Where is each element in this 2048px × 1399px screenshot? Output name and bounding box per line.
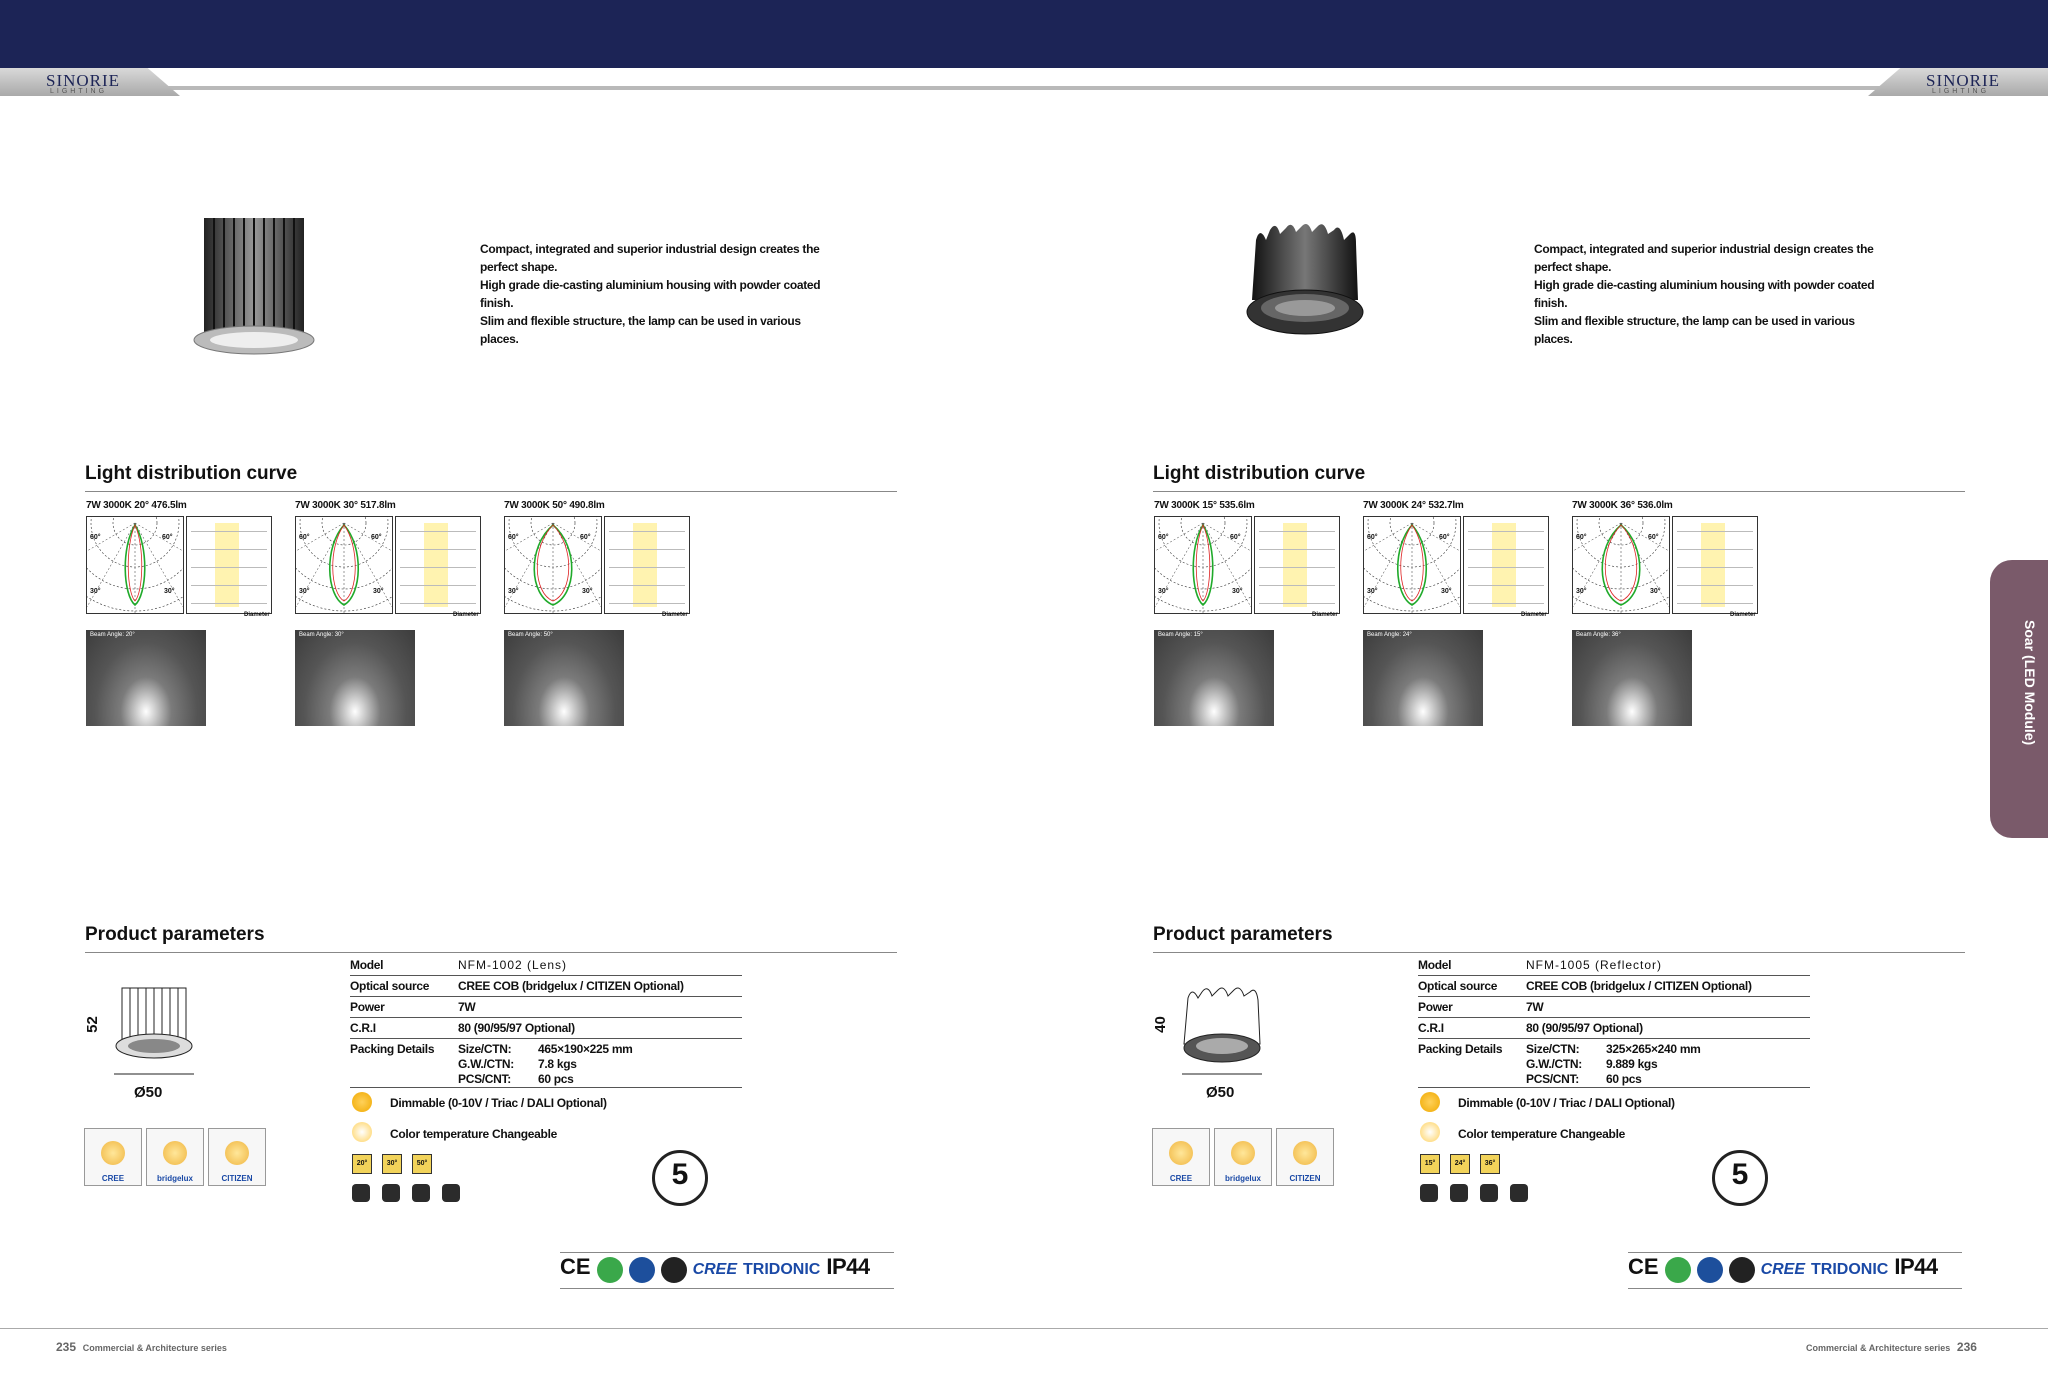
- ip-rating: IP44: [1894, 1254, 1938, 1279]
- product-image-reflector: [1240, 220, 1370, 350]
- polar-angle-label: 60°: [1367, 534, 1378, 541]
- chip-brand-label: bridgelux: [156, 1174, 193, 1183]
- packing-value: 9.889 kgs: [1606, 1057, 1658, 1071]
- tridonic-logo: TRIDONIC: [1811, 1261, 1889, 1278]
- dimension-drawing-right: [1180, 984, 1264, 1076]
- safety-icon: [661, 1257, 687, 1283]
- chip-brand-label: CITIZEN: [1289, 1174, 1321, 1183]
- led-chip-bridgelux: [1214, 1128, 1272, 1186]
- packing-value: 465×190×225 mm: [538, 1042, 633, 1056]
- beam-render: [504, 630, 624, 726]
- dimmable-text: Dimmable (0-10V / Triac / DALI Optional): [390, 1096, 607, 1110]
- polar-angle-label: 60°: [90, 534, 101, 541]
- param-row-rule: [1418, 1087, 1810, 1088]
- param-row-rule: [1418, 975, 1810, 976]
- param-value: 80 (90/95/97 Optional): [1526, 1021, 1643, 1035]
- dimension-diameter-right: Ø50: [1206, 1084, 1235, 1101]
- beam-render: [1154, 630, 1274, 726]
- chip-die: [1293, 1141, 1317, 1165]
- polar-diagram: [86, 516, 184, 614]
- polar-angle-label: 30°: [1158, 588, 1169, 595]
- beam-render-caption: Beam Angle: 50°: [508, 632, 553, 638]
- chip-brand-label: CREE: [1169, 1174, 1193, 1183]
- illuminance-table: [1254, 516, 1340, 614]
- curve-label: 7W 3000K 36° 536.0lm: [1572, 500, 1673, 511]
- led-chip-citizen: [208, 1128, 266, 1186]
- param-key: Optical source: [350, 979, 430, 993]
- polar-diagram: [504, 516, 602, 614]
- series-right: Commercial & Architecture series: [1806, 1343, 1951, 1353]
- polar-angle-label: 30°: [1650, 588, 1661, 595]
- beam-angle-icon: 15°: [1420, 1154, 1440, 1174]
- color-temperature-icon: [412, 1184, 430, 1202]
- polar-angle-label: 30°: [90, 588, 101, 595]
- polar-angle-label: 60°: [1576, 534, 1587, 541]
- illuminance-table: [1672, 516, 1758, 614]
- polar-diagram: [1572, 516, 1670, 614]
- curve-label: 7W 3000K 15° 535.6lm: [1154, 500, 1255, 511]
- param-value: 7W: [458, 1000, 476, 1014]
- polar-diagram: [295, 516, 393, 614]
- chip-die: [101, 1141, 125, 1165]
- param-key: Model: [350, 958, 384, 972]
- beam-render-caption: Beam Angle: 20°: [90, 632, 135, 638]
- header-band: [0, 0, 2048, 68]
- safety-icon: [1729, 1257, 1755, 1283]
- dimension-height-right: 40: [1151, 1016, 1169, 1033]
- dimension-drawing-left: [112, 984, 196, 1076]
- param-row-rule: [1418, 1017, 1810, 1018]
- param-row-rule: [350, 975, 742, 976]
- polar-angle-label: 60°: [1439, 534, 1450, 541]
- dimension-diameter-left: Ø50: [134, 1084, 163, 1101]
- beam-render-caption: Beam Angle: 36°: [1576, 632, 1621, 638]
- beam-render-caption: Beam Angle: 15°: [1158, 632, 1203, 638]
- diameter-label: Diameter: [1730, 612, 1756, 618]
- logo-left: SINORIE: [46, 71, 121, 90]
- polar-angle-label: 60°: [580, 534, 591, 541]
- polar-angle-label: 60°: [508, 534, 519, 541]
- led-chip-cree: [84, 1128, 142, 1186]
- polar-angle-label: 60°: [1230, 534, 1241, 541]
- param-value: CREE COB (bridgelux / CITIZEN Optional): [1526, 979, 1752, 993]
- cert-rule: [560, 1288, 894, 1289]
- packing-value: 60 pcs: [538, 1072, 574, 1086]
- beam-angle-icon: 50°: [412, 1154, 432, 1174]
- polar-angle-label: 30°: [1441, 588, 1452, 595]
- color-temperature-icon: [382, 1184, 400, 1202]
- beam-render: [295, 630, 415, 726]
- page-title-left: Soar (LED Module): [772, 68, 881, 85]
- footer-left: [56, 1340, 227, 1354]
- cree-logo: CREE: [692, 1261, 738, 1278]
- ce-mark-icon: CE: [560, 1254, 591, 1279]
- diameter-label: Diameter: [662, 612, 688, 618]
- param-row-rule: [350, 996, 742, 997]
- chip-die: [1231, 1141, 1255, 1165]
- param-value: NFM-1002 (Lens): [458, 958, 568, 972]
- series-left: Commercial & Architecture series: [82, 1343, 227, 1353]
- cert-rule: [560, 1252, 894, 1253]
- logo-sub-left: LIGHTING: [50, 88, 108, 95]
- color-temperature-icon: [1480, 1184, 1498, 1202]
- chip-brand-label: bridgelux: [1224, 1174, 1261, 1183]
- packing-value: 325×265×240 mm: [1606, 1042, 1701, 1056]
- color-temperature-icon: [352, 1184, 370, 1202]
- dimmable-icon: [1420, 1092, 1440, 1112]
- chip-die: [225, 1141, 249, 1165]
- led-chip-bridgelux: [146, 1128, 204, 1186]
- polar-angle-label: 30°: [1576, 588, 1587, 595]
- param-value: CREE COB (bridgelux / CITIZEN Optional): [458, 979, 684, 993]
- cct-icon: [1420, 1122, 1440, 1142]
- packing-key: PCS/CNT:: [1526, 1072, 1579, 1086]
- chip-brand-label: CREE: [101, 1174, 125, 1183]
- polar-angle-label: 60°: [299, 534, 310, 541]
- warranty-badge-icon: 5: [1712, 1150, 1768, 1206]
- polar-angle-label: 30°: [1367, 588, 1378, 595]
- beam-angle-icon: 24°: [1450, 1154, 1470, 1174]
- beam-angle-icon: 36°: [1480, 1154, 1500, 1174]
- diameter-label: Diameter: [244, 612, 270, 618]
- page-number-right: 236: [1956, 1340, 1977, 1354]
- illuminance-table: [395, 516, 481, 614]
- saa-icon: [629, 1257, 655, 1283]
- section-rule: [85, 952, 897, 953]
- cert-rule: [1628, 1288, 1962, 1289]
- page-number-left: 235: [56, 1340, 77, 1354]
- param-value: NFM-1005 (Reflector): [1526, 958, 1663, 972]
- packing-key: PCS/CNT:: [458, 1072, 511, 1086]
- param-row-rule: [1418, 996, 1810, 997]
- url-right[interactable]: http://www.sinorie.co.id: [1665, 68, 1853, 85]
- polar-angle-label: 60°: [371, 534, 382, 541]
- param-key: C.R.I: [350, 1021, 376, 1035]
- url-left[interactable]: http://www.sinorie.co.id: [188, 68, 376, 85]
- packing-key: Size/CTN:: [458, 1042, 512, 1056]
- diameter-label: Diameter: [1521, 612, 1547, 618]
- led-chip-citizen: [1276, 1128, 1334, 1186]
- color-temperature-icon: [1450, 1184, 1468, 1202]
- param-row-rule: [350, 1087, 742, 1088]
- certification-row: [1628, 1254, 1968, 1288]
- logo-sub-right: LIGHTING: [1932, 88, 1990, 95]
- section-title-params-left: Product parameters: [85, 924, 265, 945]
- diameter-label: Diameter: [453, 612, 479, 618]
- param-key-packing: Packing Details: [1418, 1042, 1503, 1056]
- footer-right: [1806, 1340, 1977, 1354]
- dimmable-text: Dimmable (0-10V / Triac / DALI Optional): [1458, 1096, 1675, 1110]
- param-key: Power: [350, 1000, 385, 1014]
- illuminance-table: [1463, 516, 1549, 614]
- cct-icon: [352, 1122, 372, 1142]
- polar-angle-label: 30°: [299, 588, 310, 595]
- rohs-icon: [1665, 1257, 1691, 1283]
- chip-brand-label: CITIZEN: [221, 1174, 253, 1183]
- param-key: Power: [1418, 1000, 1453, 1014]
- description-right: Compact, integrated and superior industrial design creates the perfect shape. High grade die-casting aluminium housing with powder coated finish. Slim and flexible structure, the lamp can be used in various places.: [1534, 242, 1875, 346]
- color-temperature-icon: [442, 1184, 460, 1202]
- curve-label: 7W 3000K 30° 517.8lm: [295, 500, 396, 511]
- param-key: C.R.I: [1418, 1021, 1444, 1035]
- polar-angle-label: 30°: [373, 588, 384, 595]
- illuminance-table: [186, 516, 272, 614]
- polar-angle-label: 30°: [1232, 588, 1243, 595]
- polar-angle-label: 60°: [162, 534, 173, 541]
- cct-text: Color temperature Changeable: [1458, 1127, 1625, 1141]
- cree-logo: CREE: [1760, 1261, 1806, 1278]
- cct-text: Color temperature Changeable: [390, 1127, 557, 1141]
- footer-rule: [0, 1328, 2048, 1329]
- beam-render: [86, 630, 206, 726]
- param-row-rule: [1418, 1038, 1810, 1039]
- param-value: 80 (90/95/97 Optional): [458, 1021, 575, 1035]
- packing-value: 7.8 kgs: [538, 1057, 577, 1071]
- led-chip-cree: [1152, 1128, 1210, 1186]
- dimension-height-left: 52: [83, 1016, 101, 1033]
- ce-mark-icon: CE: [1628, 1254, 1659, 1279]
- section-rule: [85, 491, 897, 492]
- polar-angle-label: 60°: [1158, 534, 1169, 541]
- param-key: Optical source: [1418, 979, 1498, 993]
- rohs-icon: [597, 1257, 623, 1283]
- section-rule: [1153, 952, 1965, 953]
- chip-die: [1169, 1141, 1193, 1165]
- saa-icon: [1697, 1257, 1723, 1283]
- beam-render-caption: Beam Angle: 24°: [1367, 632, 1412, 638]
- chip-die: [163, 1141, 187, 1165]
- param-row-rule: [350, 1038, 742, 1039]
- section-title-params-right: Product parameters: [1153, 924, 1333, 945]
- param-key-packing: Packing Details: [350, 1042, 435, 1056]
- cert-rule: [1628, 1252, 1962, 1253]
- polar-angle-label: 30°: [164, 588, 175, 595]
- polar-angle-label: 30°: [582, 588, 593, 595]
- polar-diagram: [1363, 516, 1461, 614]
- beam-angle-icon: 30°: [382, 1154, 402, 1174]
- description-left: Compact, integrated and superior industrial design creates the perfect shape. High grade die-casting aluminium housing with powder coated finish. Slim and flexible structure, the lamp can be used in various places.: [480, 242, 821, 346]
- color-temperature-icon: [1510, 1184, 1528, 1202]
- logo-right: SINORIE: [1926, 71, 2001, 90]
- param-key: Model: [1418, 958, 1452, 972]
- curve-label: 7W 3000K 20° 476.5lm: [86, 500, 187, 511]
- curve-label: 7W 3000K 24° 532.7lm: [1363, 500, 1464, 511]
- beam-render: [1572, 630, 1692, 726]
- dimmable-icon: [352, 1092, 372, 1112]
- section-rule: [1153, 491, 1965, 492]
- header-rule: [0, 86, 2048, 90]
- tridonic-logo: TRIDONIC: [743, 1261, 821, 1278]
- curve-label: 7W 3000K 50° 490.8lm: [504, 500, 605, 511]
- beam-render: [1363, 630, 1483, 726]
- page-title-right: Soar (LED Module): [1156, 68, 1265, 85]
- side-tab[interactable]: Soar (LED Module): [1990, 560, 2048, 838]
- beam-render-caption: Beam Angle: 30°: [299, 632, 344, 638]
- polar-angle-label: 60°: [1648, 534, 1659, 541]
- param-value: 7W: [1526, 1000, 1544, 1014]
- beam-angle-icon: 20°: [352, 1154, 372, 1174]
- certification-row: [560, 1254, 900, 1288]
- diameter-label: Diameter: [1312, 612, 1338, 618]
- ip-rating: IP44: [826, 1254, 870, 1279]
- polar-diagram: [1154, 516, 1252, 614]
- param-row-rule: [350, 1017, 742, 1018]
- section-title-light-left: Light distribution curve: [85, 463, 298, 484]
- packing-key: G.W./CTN:: [458, 1057, 514, 1071]
- section-title-light-right: Light distribution curve: [1153, 463, 1366, 484]
- color-temperature-icon: [1420, 1184, 1438, 1202]
- illuminance-table: [604, 516, 690, 614]
- warranty-badge-icon: 5: [652, 1150, 708, 1206]
- packing-key: G.W./CTN:: [1526, 1057, 1582, 1071]
- product-image-lens: [190, 210, 320, 360]
- polar-angle-label: 30°: [508, 588, 519, 595]
- packing-value: 60 pcs: [1606, 1072, 1642, 1086]
- packing-key: Size/CTN:: [1526, 1042, 1580, 1056]
